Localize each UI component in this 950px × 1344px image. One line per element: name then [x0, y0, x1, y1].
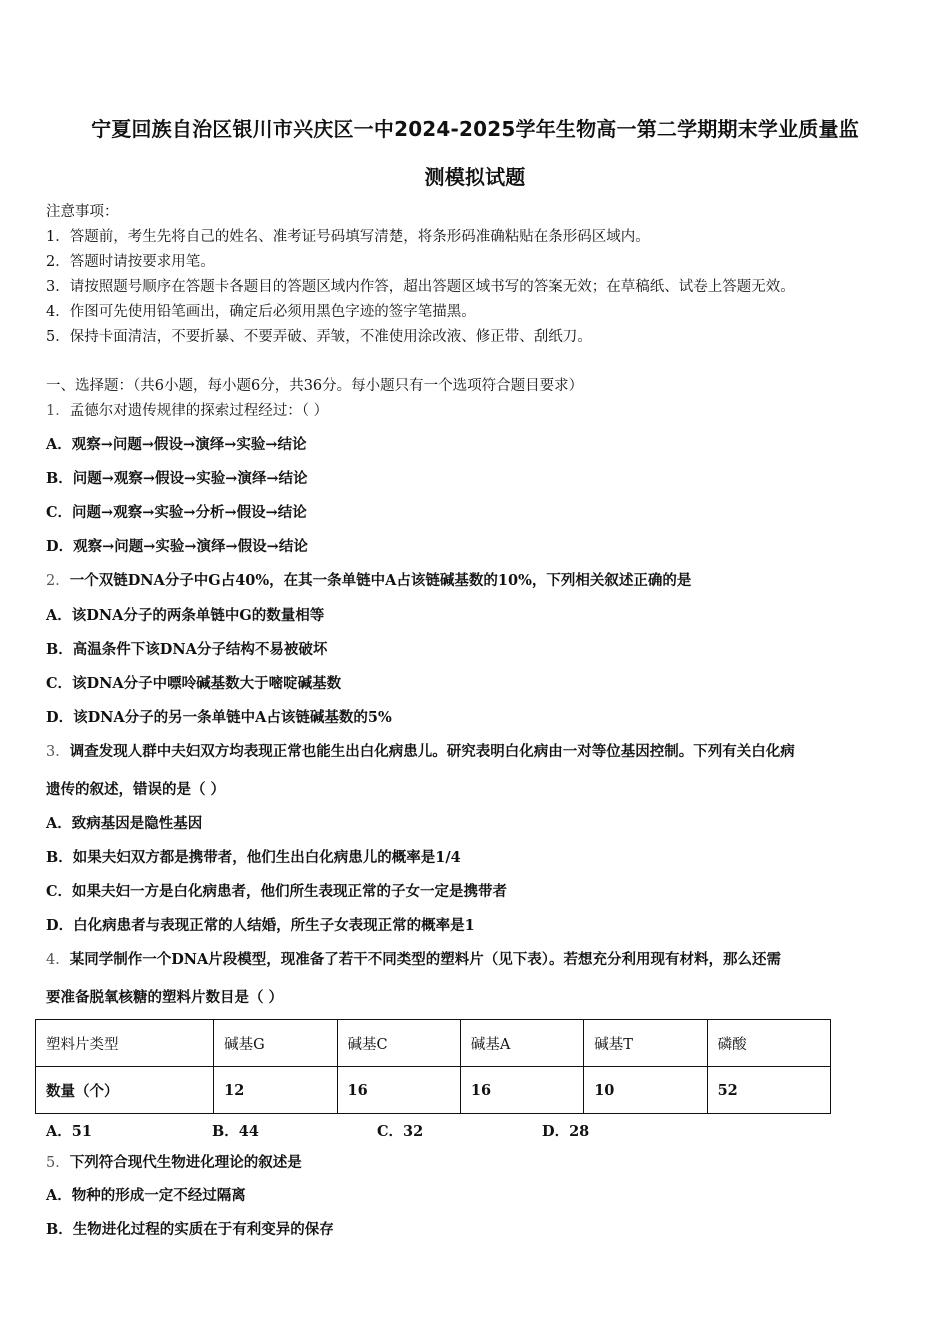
materials-table: [35, 1019, 831, 1114]
q3-option-d: D．白化病患者与表现正常的人结婚，所生子女表现正常的概率是1: [46, 917, 475, 934]
section-heading: 一、选择题：（共6小题，每小题6分，共36分。每小题只有一个选项符合题目要求）: [46, 378, 584, 394]
notice-item: 5．保持卡面清洁，不要折暴、不要弄破、弄皱，不准使用涂改液、修正带、刮纸刀。: [46, 329, 592, 345]
question-1: [46, 402, 328, 420]
question-number: 5．: [46, 1155, 70, 1171]
question-stem: 孟德尔对遗传规律的探索过程经过：（ ）: [69, 403, 329, 419]
question-3-continued: 遗传的叙述，错误的是（ ）: [46, 781, 226, 798]
question-stem: 某同学制作一个DNA片段模型，现准备了若干不同类型的塑料片（见下表）。若想充分利用现有材料，那么还需: [69, 951, 782, 968]
q4-option-d: D．28: [542, 1123, 590, 1140]
q2-option-c: C．该DNA分子中嘌呤碱基数大于嘧啶碱基数: [46, 675, 342, 692]
q4-option-b: B．44: [212, 1123, 259, 1140]
table-cell: 16: [460, 1067, 583, 1114]
q1-option-c: C．问题→观察→实验→分析→假设→结论: [46, 504, 307, 521]
exam-title-line2: 测模拟试题: [424, 165, 526, 189]
q1-option-b: B．问题→观察→假设→实验→演绎→结论: [46, 470, 308, 487]
notice-item: 2．答题时请按要求用笔。: [46, 254, 215, 270]
question-5: [46, 1154, 302, 1172]
table-cell: 碱基G: [214, 1020, 337, 1067]
question-4: [46, 951, 781, 969]
notice-item: 4．作图可先使用铅笔画出，确定后必须用黑色字迹的签字笔描黑。: [46, 304, 476, 320]
table-cell: 碱基T: [584, 1020, 707, 1067]
question-number: 4．: [46, 952, 70, 968]
q1-option-d: D．观察→问题→实验→演绎→假设→结论: [46, 538, 308, 555]
q4-option-c: C．32: [377, 1123, 424, 1140]
table-cell: 16: [337, 1067, 460, 1114]
q1-option-a: A．观察→问题→假设→演绎→实验→结论: [46, 436, 307, 453]
table-cell: 碱基A: [460, 1020, 583, 1067]
question-stem: 一个双链DNA分子中G占40%，在其一条单链中A占该链碱基数的10%，下列相关叙述正确的是: [69, 572, 692, 589]
table-row: [36, 1067, 831, 1114]
q2-option-b: B．高温条件下该DNA分子结构不易被破坏: [46, 641, 328, 658]
table-cell: 碱基C: [337, 1020, 460, 1067]
q2-option-a: A．该DNA分子的两条单链中G的数量相等: [46, 607, 325, 624]
question-stem: 下列符合现代生物进化理论的叙述是: [69, 1154, 302, 1171]
table-cell: 磷酸: [707, 1020, 830, 1067]
q5-option-a: A．物种的形成一定不经过隔离: [46, 1187, 246, 1204]
table-header-row: [36, 1020, 831, 1067]
q4-option-a: A．51: [46, 1123, 92, 1140]
question-4-continued: 要准备脱氧核糖的塑料片数目是（ ）: [46, 989, 284, 1006]
exam-title-line1: 宁夏回族自治区银川市兴庆区一中2024-2025学年生物高一第二学期期末学业质量监: [91, 117, 859, 141]
table-cell: 52: [707, 1067, 830, 1114]
notice-header: 注意事项：: [46, 204, 119, 220]
q3-option-a: A．致病基因是隐性基因: [46, 815, 203, 832]
question-number: 2．: [46, 573, 70, 589]
table-cell: 数量（个）: [36, 1067, 214, 1114]
question-number: 3．: [46, 744, 70, 760]
question-2: [46, 572, 691, 590]
q2-option-d: D．该DNA分子的另一条单链中A占该链碱基数的5%: [46, 709, 392, 726]
table-cell: 10: [584, 1067, 707, 1114]
question-number: 1．: [46, 403, 70, 419]
notice-item: 3．请按照题号顺序在答题卡各题目的答题区域内作答，超出答题区域书写的答案无效；在草稿纸、试卷上答题无效。: [46, 279, 795, 295]
notice-item: 1．答题前，考生先将自己的姓名、准考证号码填写清楚，将条形码准确粘贴在条形码区域内。: [46, 229, 650, 245]
q3-option-c: C．如果夫妇一方是白化病患者，他们所生表现正常的子女一定是携带者: [46, 883, 508, 900]
q5-option-b: B．生物进化过程的实质在于有利变异的保存: [46, 1221, 334, 1238]
q3-option-b: B．如果夫妇双方都是携带者，他们生出白化病患儿的概率是1/4: [46, 849, 461, 866]
table-cell: 塑料片类型: [36, 1020, 214, 1067]
question-stem: 调查发现人群中夫妇双方均表现正常也能生出白化病患儿。研究表明白化病由一对等位基因控制。下列有关白化病: [69, 743, 795, 760]
table-cell: 12: [214, 1067, 337, 1114]
question-3: [46, 743, 795, 761]
